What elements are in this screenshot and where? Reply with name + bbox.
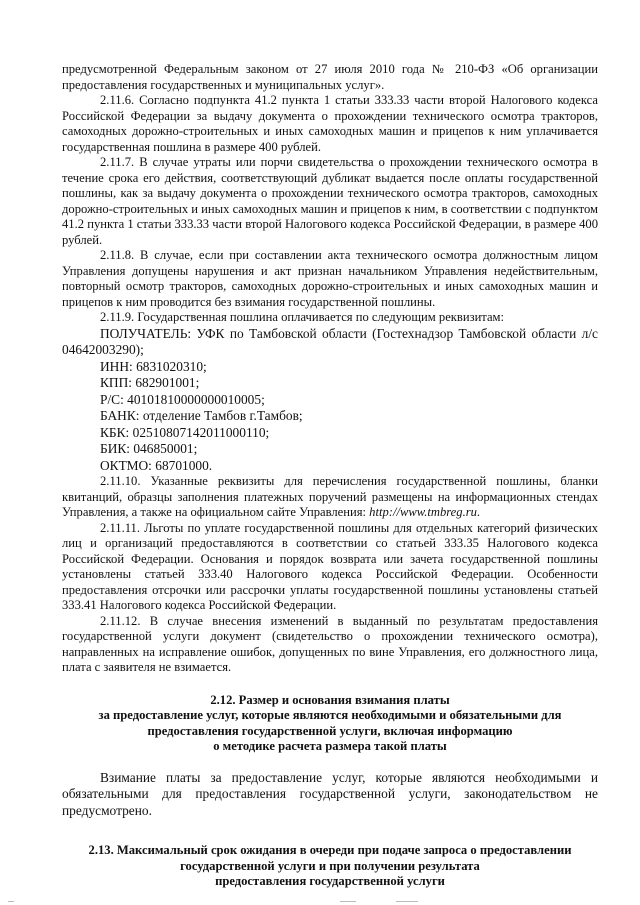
official-site-link[interactable]: http://www.tmbreg.ru (369, 505, 477, 519)
paragraph-2-11-7: 2.11.7. В случае утраты или порчи свидетельства о прохождении технического осмотра в течение срока его действия, соответствующий дубликат выдается после оплаты государственной пошлины, как за выдачу документа о прохождении технического осмотра тракторов, самоходных дорожно-строительных и иных самоходных машин и прицепов к ним, в соответствии с подпунктом 41.2 пункта 1 статьи 333.33 части второй Налогового кодекса Российской Федерации, в размере 400 рублей. (62, 155, 598, 247)
requisite-inn: ИНН: 6831020310; (100, 358, 207, 374)
paragraph-2-11-12: 2.11.12. В случае внесения изменений в выданный по результатам предоставления государственной услуги документ (свидетельство о прохождении технического осмотра), направленных на исправление ошибок, допущенных по вине Управления, его должностного лица, плата с заявителя не взимается. (62, 613, 598, 674)
paragraph-2-11-11: 2.11.11. Льготы по уплате государственной пошлины для отдельных категорий физических лиц и организаций предоставляются в соответствии со статьей 333.35 Налогового кодекса Российской Федерации. Основания и порядок возврата или зачета государственной пошлины установлены статьей 333.40 Налогового кодекса Российской Федерации. Особенности предоставления отсрочки или рассрочки уплаты государственной пошлины установлены статьей 333.41 Налогового кодекса Российской Федерации. (62, 520, 598, 612)
requisite-oktmo: ОКТМО: 68701000. (100, 457, 213, 473)
heading-2-12-line4: о методике расчета размера такой платы (213, 739, 447, 753)
heading-2-13-line1: 2.13. Максимальный срок ожидания в очереди при подаче запроса о предоставлении (88, 843, 572, 857)
requisite-kpp: КПП: 682901001; (100, 375, 200, 390)
paragraph-2-11-10-text: 2.11.10. Указанные реквизиты для перечисления государственной пошлины, бланки квитанций, образцы заполнения платежных поручений размещены на информационных стендах Управления, а также на официальном сайте Управления: (62, 474, 598, 519)
paragraph-continuation: предусмотренной Федеральным законом от 27 июля 2010 года № 210-ФЗ «Об организации предоставления государственных и муниципальных услуг». (62, 62, 598, 92)
heading-2-13-line3: предоставления государственной услуги (215, 874, 445, 888)
paragraph-2-11-10 (62, 474, 598, 521)
heading-2-12-line1: 2.12. Размер и основания взимания платы (210, 692, 450, 707)
paragraph-2-11-9: 2.11.9. Государственная пошлина оплачивается по следующим реквизитам: (100, 310, 505, 324)
heading-2-12-line2: за предоставление услуг, которые являются необходимыми и обязательными для (98, 708, 562, 722)
requisite-recipient: ПОЛУЧАТЕЛЬ: УФК по Тамбовской области (Гостехнадзор Тамбовской области л/с 04642003290); (62, 325, 598, 357)
requisite-kbk: КБК: 02510807142011000110; (100, 424, 270, 440)
paragraph-2-11-8: 2.11.8. В случае, если при составлении акта технического осмотра должностным лицом Управления допущены нарушения и акт признан начальником Управления недействительным, повторный осмотр тракторов, самоходных дорожно-строительных и иных самоходных машин и прицепов к ним проводится без взимания государственной пошлины. (62, 248, 598, 309)
paragraph-2-11-6: 2.11.6. Согласно подпункта 41.2 пункта 1 статьи 333.33 части второй Налогового кодекса Российской Федерации за выдачу документа о прохождении технического осмотра тракторов, самоходных дорожно-строительных и иных самоходных машин и прицепов к ним уплачивается государственная пошлина в размере 400 рублей. (62, 93, 598, 154)
section-heading-2-13 (62, 843, 598, 890)
requisite-bank: БАНК: отделение Тамбов г.Тамбов; (100, 408, 303, 423)
scan-bottom-edge (0, 897, 640, 905)
requisite-bik: БИК: 046850001; (100, 441, 198, 456)
heading-2-13-line2: государственной услуги и при получении результата (180, 858, 480, 873)
paragraph-2-11-10-end: . (476, 505, 481, 519)
requisite-account: Р/С: 40101810000000010005; (100, 391, 265, 407)
heading-2-12-line3: предоставления государственной услуги, включая информацию (147, 723, 513, 738)
paragraph-2-12-body: Взимание платы за предоставление услуг, которые являются необходимыми и обязательными для предоставления государственной услуги, законодательством не предусмотрено. (62, 769, 598, 818)
document-page (62, 62, 598, 890)
payment-requisites (62, 326, 598, 475)
section-heading-2-12 (62, 693, 598, 755)
